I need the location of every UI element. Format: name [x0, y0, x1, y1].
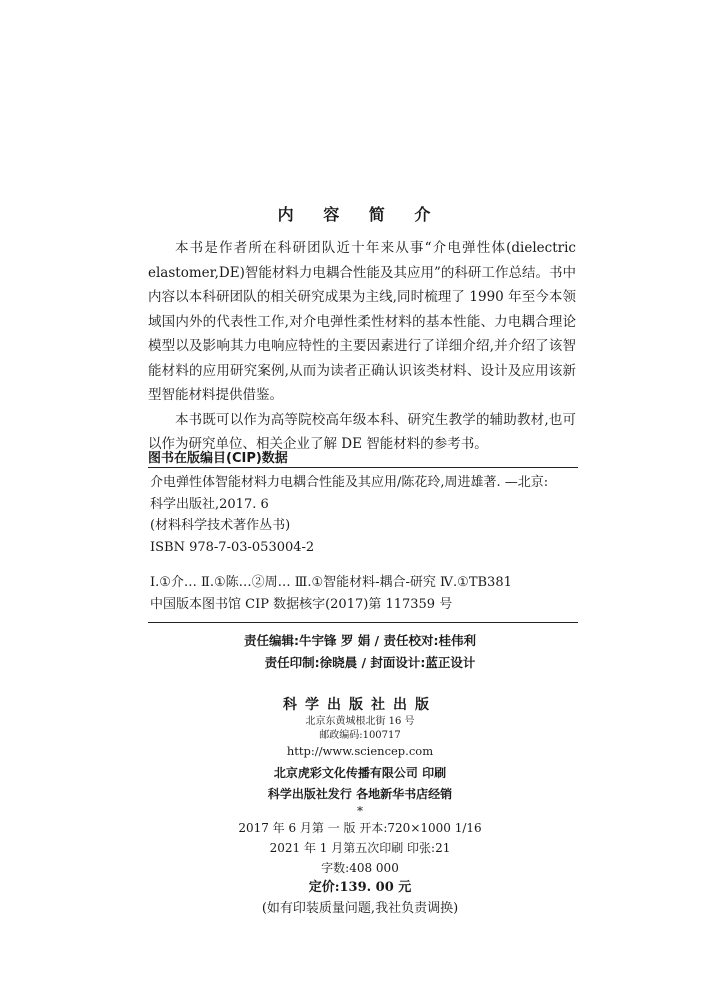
summary-paragraph-2: 本书既可以作为高等院校高年级本科、研究生教学的辅助教材,也可以作为研究单位、相关企业了解 DE 智能材料的参考书。 — [148, 411, 576, 452]
cip-spacer — [150, 558, 580, 572]
cip-title-line: 介电弹性体智能材料力电耦合性能及其应用/陈花玲,周进雄著. —北京: — [150, 475, 549, 490]
summary-body — [148, 236, 576, 457]
separator-star: * — [357, 804, 363, 818]
cip-publisher-line: 科学出版社,2017. 6 — [150, 496, 269, 512]
cip-top-rule — [148, 467, 578, 468]
edition-line: 2017 年 6 月第 一 版 开本:720×1000 1/16 — [238, 821, 482, 835]
cip-classification-line: Ⅰ.①介… Ⅱ.①陈…②周… Ⅲ.①智能材料-耦合-研究 Ⅳ.①TB381 — [150, 575, 512, 590]
publisher-name: 科学出版社出版 — [283, 697, 437, 713]
cip-bottom-rule — [148, 622, 578, 623]
publisher-postcode: 邮政编码:100717 — [319, 730, 401, 741]
distributor-line: 科学出版社发行 各地新华书店经销 — [267, 787, 453, 801]
editor-credits — [0, 630, 720, 674]
summary-title: 内 容 简 介 — [277, 205, 443, 224]
word-count: 字数:408 000 — [321, 861, 399, 875]
cip-record — [150, 472, 580, 615]
quality-notice: (如有印装质量问题,我社负责调换) — [261, 901, 459, 916]
summary-paragraph-1: 本书是作者所在科研团队近十年来从事“介电弹性体(dielectric elastomer,DE)智能材料力电耦合性能及其应用”的科研工作总结。书中内容以本科研团队的相关研究成果为主线,同时梳理了 1990 年至今本领域国内外的代表性工作,对介电弹性柔性材料的基本性能、力电耦合理论模型以及影响其力电响应特性的主要因素进行了详细介绍,并介绍了该智能材料的应用研究案例,从而为读者正确认识该类材料、设计及应用该新型智能材料提供借鉴。 — [148, 240, 576, 403]
editor-line-1: 责任编辑:牛宇锋 罗 娟 / 责任校对:桂伟利 — [244, 633, 476, 648]
printing-line: 2021 年 1 月第五次印刷 印张:21 — [269, 841, 451, 855]
publisher-address: 北京东黄城根北街 16 号 — [305, 716, 415, 727]
cip-number-line: 中国版本图书馆 CIP 数据核字(2017)第 117359 号 — [150, 596, 453, 612]
printer-name: 北京虎彩文化传播有限公司 印刷 — [273, 766, 447, 780]
publisher-url: http://www.sciencep.com — [286, 744, 434, 758]
cip-isbn-line: ISBN 978-7-03-053004-2 — [150, 539, 315, 555]
imprint-block — [0, 695, 720, 920]
cip-series-line: (材料科学技术著作丛书) — [150, 518, 291, 533]
cip-header: 图书在版编目(CIP)数据 — [148, 451, 288, 466]
price-line: 定价:139. 00 元 — [308, 880, 412, 895]
editor-line-2: 责任印制:徐晓晨 / 封面设计:蓝正设计 — [264, 655, 476, 670]
